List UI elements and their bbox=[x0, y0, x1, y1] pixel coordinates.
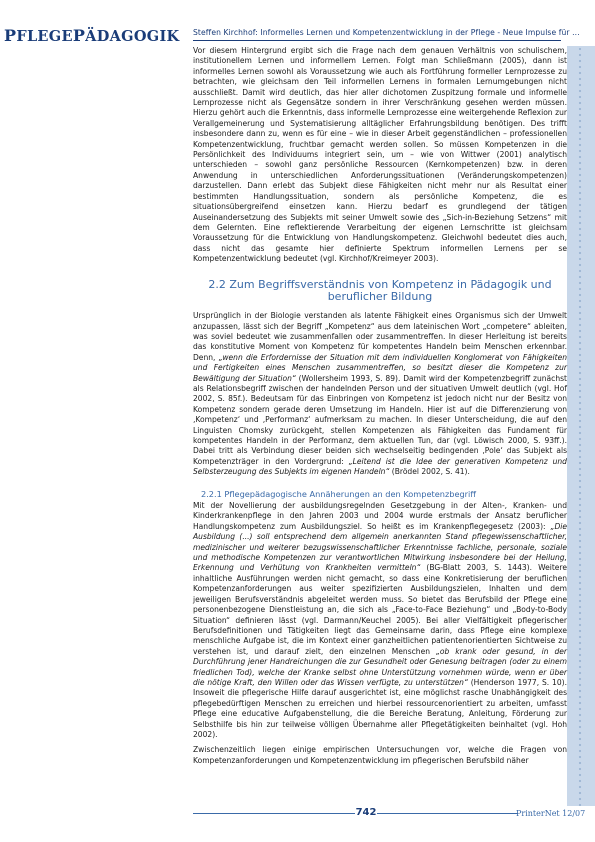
running-title: Steffen Kirchhof: Informelles Lernen und Kompetenzentwicklung in der Pflege - Neue Impulse für ... bbox=[193, 28, 580, 37]
text-run: (Brödel 2002, S. 41). bbox=[389, 467, 470, 477]
header-rule bbox=[193, 40, 561, 41]
decorative-sidebar bbox=[567, 46, 595, 806]
text-run: (Wollersheim 1993, S. 89). Damit wird der Kompetenzbegriff zunächst als Relationsbegriff zwischen der handelnden Person und der situativen Umwelt deutlich (vgl. Hof 2002, S. 85f.). Bedeutsam für das Einbringen von Kompetenz ist jedoch nicht nur der Besitz von Kompetenz sondern gerade deren Umsetzung im Handeln. Hier ist auf die Differenzierung von ‚Kompetenz‘ und ‚Performanz‘ aufmerksam zu machen. In dieser Unterscheidung, die auf den Linguisten Chomsky zurückgeht, stellen Kompetenzen als Fähigkeiten das Fundament für kompetentes Handeln in der Performanz, dem aktuellen Tun, dar (vgl. Löwisch 2000, S. 93ff.). Dabei tritt als Verbindung dieser beiden sich wechselseitig bedingenden ‚Pole‘ das Subjekt als Kompetenzträger in den Vordergrund: bbox=[193, 373, 567, 466]
text-run: Ursprünglich in der Biologie verstanden als latente Fähigkeit eines Organismus sich der Umwelt anzupassen, lässt sich der Begriff „Kompetenz“ aus dem lateinischen Wort „competere“ ableiten, was soviel bedeutet wie zusammenfallen oder zusammentreffen. In dieser Herleitung ist bereits das konstitutive Moment von Kompetenz für kompetentes Handeln beim Menschen erkennbar. Denn, bbox=[193, 311, 567, 362]
article-body bbox=[193, 46, 567, 766]
logo-text-flege: FLEGE bbox=[16, 28, 73, 45]
quote-krankenpflegegesetz: „Die Ausbildung (...) soll entsprechend dem allgemein anerkannten Stand pflegewissenschaftlicher, medizinischer und weiterer bezugswissenschaftlicher Erkenntnisse fachliche, personale, soziale und methodische Kompetenzen zur verantwortlichen Mitwirkung insbesondere bei der Heilung, Erkennung und Verhütung von Krankheiten vermitteln“ bbox=[193, 521, 567, 573]
paragraph-pflege bbox=[193, 501, 567, 740]
subsection-heading-2-2-1: 2.2.1 Pflegepädagogische Annäherungen an den Kompetenzbegriff bbox=[201, 488, 476, 499]
quote-broedel: „Leitend ist die Idee der generativen Kompetenz und Selbsterzeugung des Subjekts im eigenen Handeln“ bbox=[193, 456, 567, 477]
text-run: (BG-Blatt 2003, S. 1443). Weitere inhaltliche Ausführungen werden nicht gemacht, so dass eine Konkretisierung der beruflichen Kompetenzanforderungen aus weiter spezifizierten Ausbildungszielen, Inhalten und dem jeweiligen Berufsverständnis abgeleitet werden muss. So bietet das Berufsbild der Pflege eine personenbezogene Dienstleistung an, die sich als „Face-to-Face Beziehung“ und „Body-to-Body Situation“ definieren lässt (vgl. Darmann/Keuchel 2005). Bei aller Vielfältigkeit pflegerischer Berufsdefinitionen und Tätigkeiten liegt das Gemeinsame darin, dass Pflege eine komplexe menschliche Aufgabe ist, die im Kontext einer ganzheitlichen patientenorientierten Sichtweise zu verstehen ist, und darauf zielt, den einzelnen Menschen bbox=[193, 563, 568, 656]
journal-logo bbox=[4, 26, 179, 45]
section-heading-2-2: 2.2 Zum Begriffsverständnis von Kompetenz in Pädagogik und beruflicher Bildung bbox=[208, 277, 552, 304]
text-run: (Henderson 1977, S. 10). Insoweit die pflegerische Hilfe darauf ausgerichtet ist, eine möglichst rasche Unabhängigkeit des pflegebedürftigen Menschen zu erreichen und hierbei ressourcenorientiert zu arbeiten, umfasst Pflege eine educative Aufgabenstellung, die die Bereiche Beratung, Anleitung, Förderung zur Selbsthilfe bis hin zur teilweise völligen Übernahme aller Pflegetätigkeiten beinhaltet (vgl. Hoh 2002). bbox=[193, 677, 567, 739]
logo-letter-p: P bbox=[4, 26, 17, 45]
page-header bbox=[0, 0, 595, 46]
paragraph-empirie: Zwischenzeitlich liegen einige empirischen Untersuchungen vor, welche die Fragen von Kompetenzanforderungen und Kompetenzentwicklung im pflegerischen Berufsbild näher bbox=[193, 745, 567, 765]
paragraph-intro: Vor diesem Hintergrund ergibt sich die Frage nach dem genauen Verhältnis von schulischem, institutionellem Lernen und informellem Lernen. Folgt man Schließmann (2005), dann ist informelles Lernen sowohl als Voraussetzung wie auch als Fortführung formeller Lernprozesse zu betrachten, wie gleichsam den Teil informellen Lernens in formalen Lernumgebungen nicht ausschließt. Damit wird deutlich, das hier aller dichotomen Zuspitzung formale und informelle Lernprozesse nicht als Gegensätze sondern in ihrer Verschränkung gesehen werden müssen. Hierzu gehört auch die Erkenntnis, dass informelle Lernprozesse eine weitergehende Reflexion zur Verallgemeinerung und Systematisierung alltäglicher Erfahrungsbildung benötigen. Des trifft insbesondere dann zu, wenn es für eine – wie in dieser Arbeit gegenständlichen – professionellen Kompetenzentwicklung, fruchtbar gemacht werden sollen. So müssen Kompetenzen in die Persönlichkeit des Individuums integriert sein, um – wie von Wittwer (2001) analytisch unterschieden – sowohl ganz persönliche Ressourcen (Kernkompetenzen) bzw. in deren Anwendung in unterschiedlichen Anforderungssituationen (Veränderungskompetenzen) darzustellen. Dann erlebt das Subjekt diese Fähigkeiten nicht mehr nur als Resultat einer bestimmten Handlungssituation, sondern als persönliche Kompetenz, die es situationsübergreifend einsetzen kann. Hierzu bedarf es grundlegend der tätigen Auseinandersetzung des Subjekts mit seiner Umwelt sowie des „Sich-in-Beziehung Setzens“ mit dem Gelernten. Eine reflektierende Verarbeitung der eigenen Lernschritte ist gleichsam Voraussetzung für die Entwicklung von Handlungskompetenz. Gleichwohl bedeutet dies auch, dass nicht das gesamte hier definierte Spektrum informellen Lernens per se Kompetenzentwicklung bedeutet (vgl. Kirchhof/Kreimeyer 2003). bbox=[193, 46, 567, 264]
logo-text-adagogik: ÄDAGOGIK bbox=[85, 28, 180, 45]
sidebar-dot-pattern bbox=[577, 46, 585, 806]
logo-letter-p2: P bbox=[72, 26, 86, 45]
text-run: Mit der Novellierung der ausbildungsregelnden Gesetzgebung in der Alten-, Kranken- und Kinderkrankenpflege in den Jahren 2003 und 2004 wurde erstmals der Ansatz beruflicher Handlungskompetenz zum Ausbildungsziel. So heißt es im Krankenpflegegesetz (2003): bbox=[193, 501, 567, 531]
quote-henderson: „ob krank oder gesund, in der Durchführung jener Handreichungen die zur Gesundheit oder Genesung beitragen (oder zu einem friedlichen Tod), welche der Kranke selbst ohne Unterstützung vornehmen würde, wenn er über die nötige Kraft, den Willen oder das Wissen verfügte, zu unterstützen“ bbox=[193, 646, 567, 687]
paragraph-kompetenz bbox=[193, 311, 567, 478]
quote-wollersheim: „wenn die Erfordernisse der Situation mit dem individuellen Konglomerat von Fähigkeiten und Fertigkeiten eines Menschen zusammentreffen, so besitzt dieser die Kompetenz zur Bewältigung der Situation“ bbox=[193, 352, 567, 383]
page-number: 742 bbox=[355, 807, 377, 818]
journal-reference: PrinterNet 12/07 bbox=[516, 809, 586, 818]
